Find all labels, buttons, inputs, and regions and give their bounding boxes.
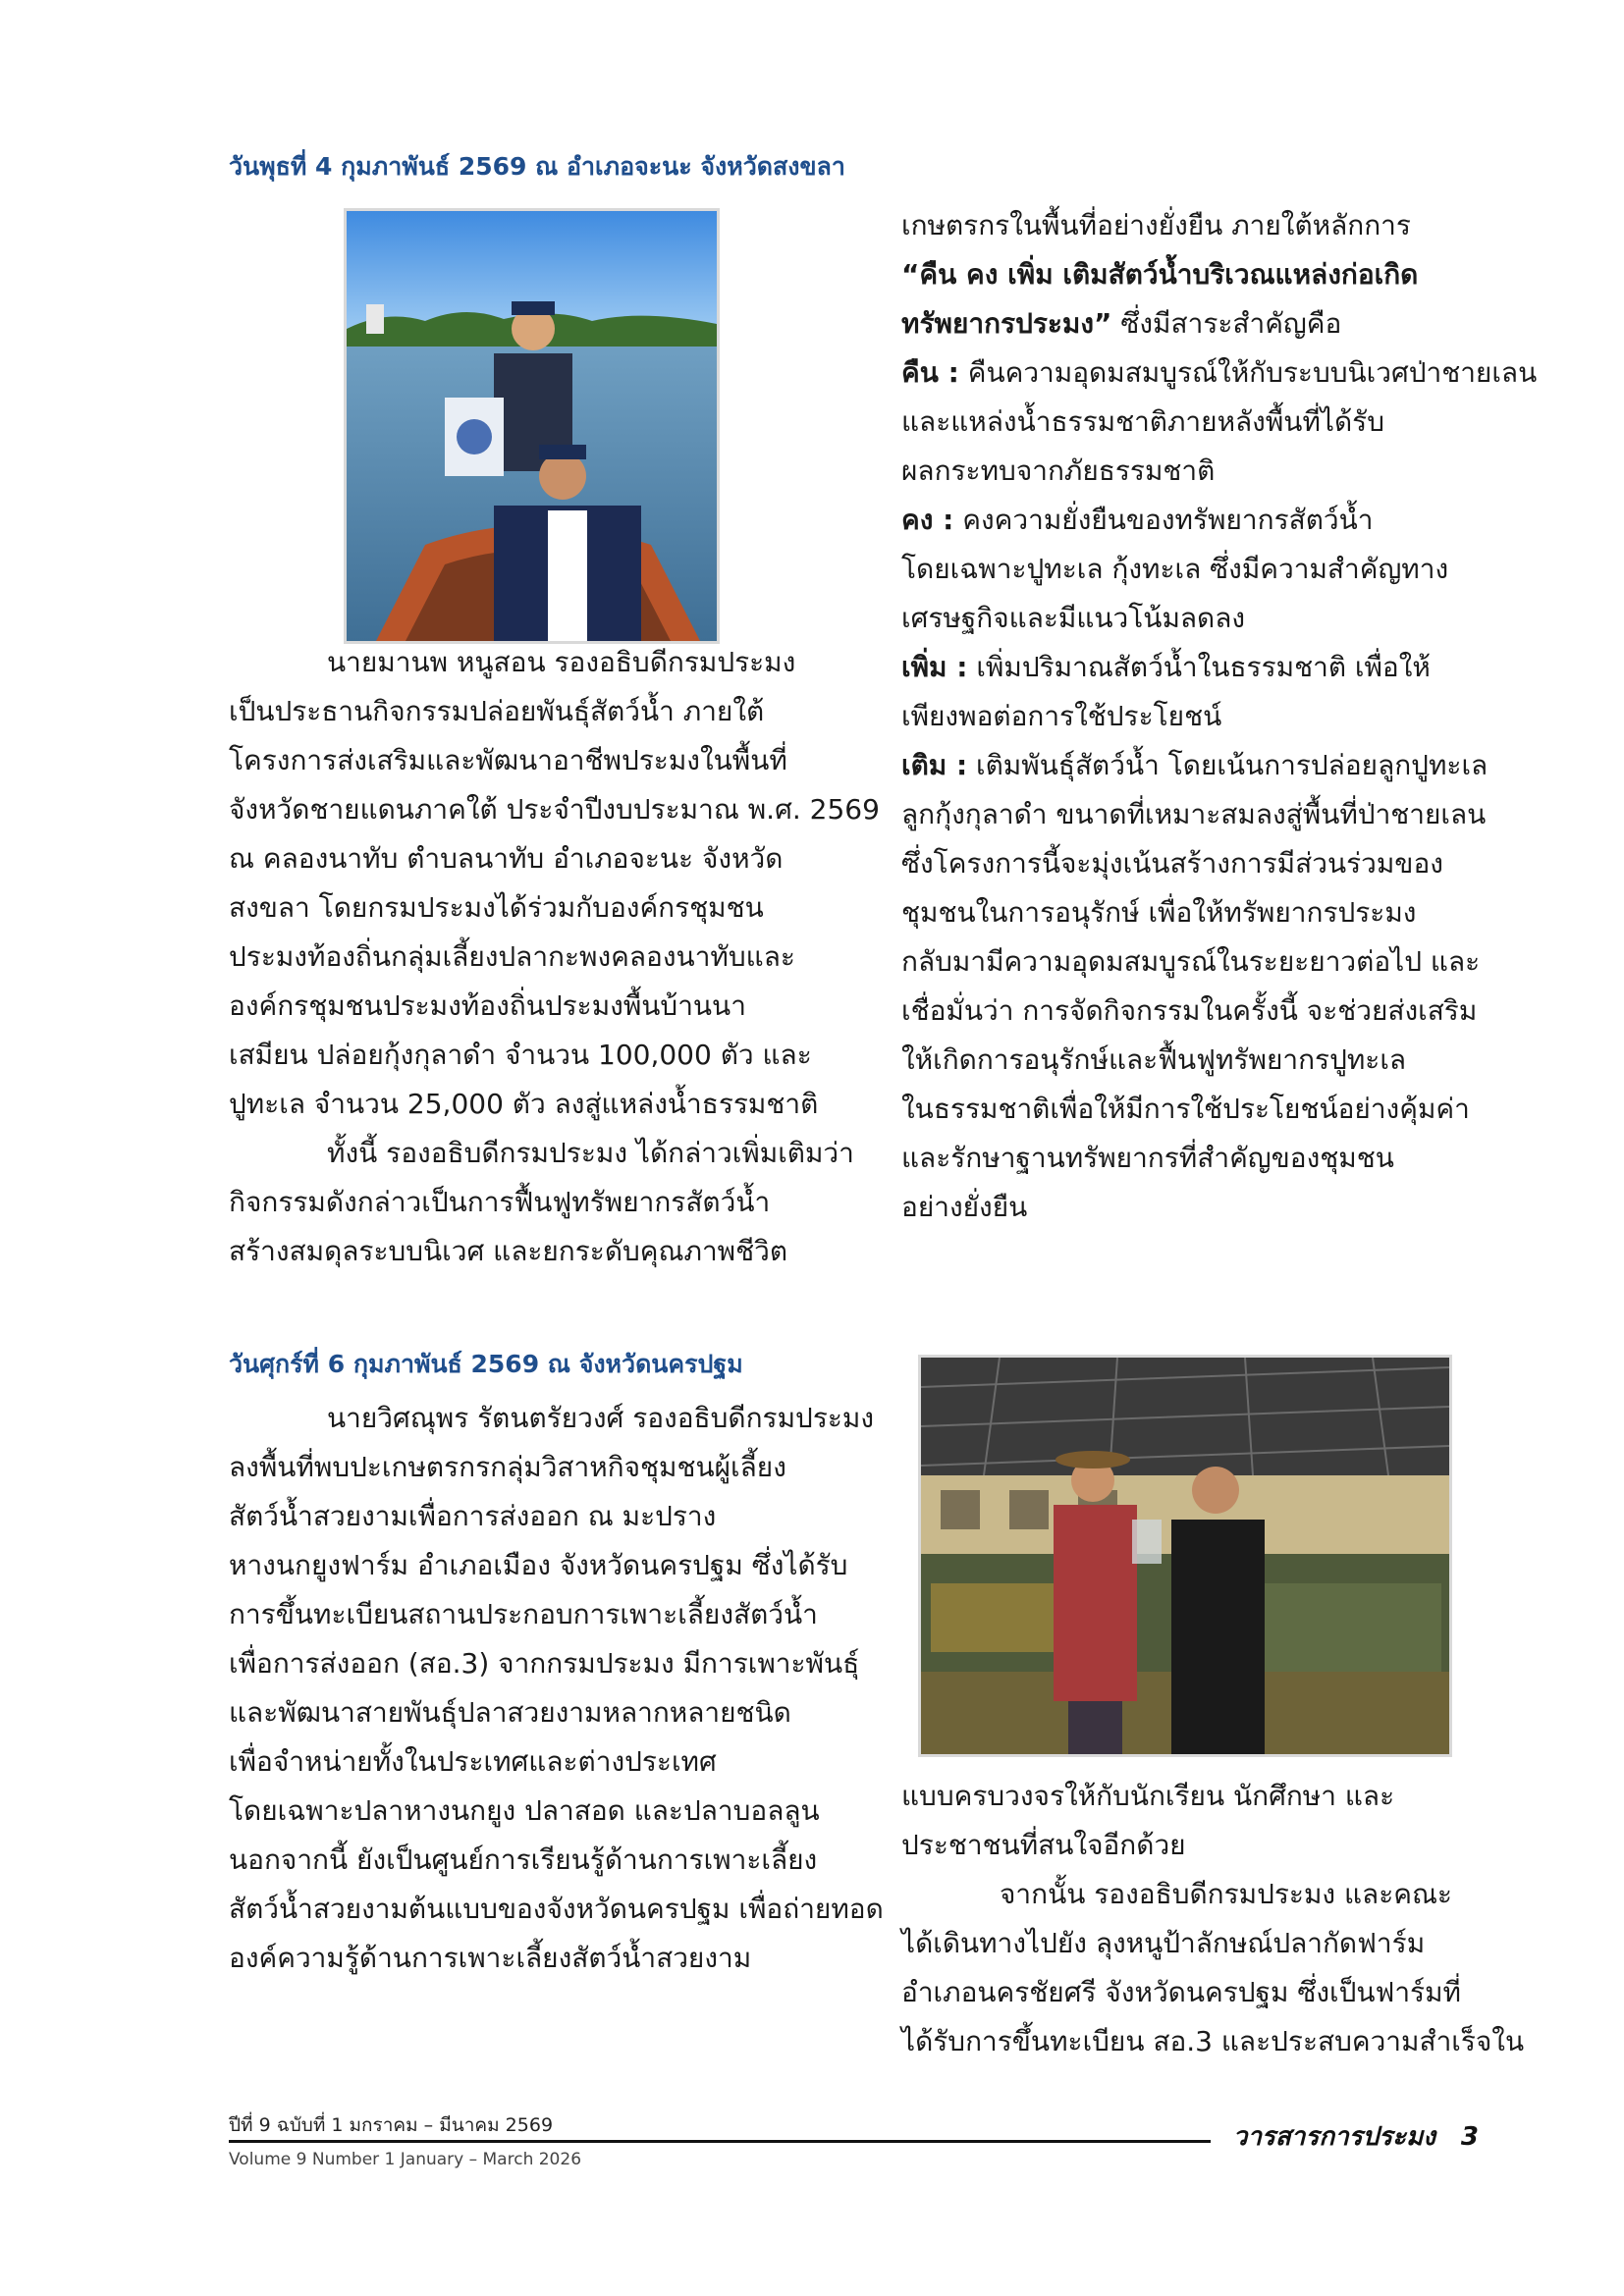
paragraph-line: โดยเฉพาะปลาหางนกยูง ปลาสอด และปลาบอลลูน [229, 1794, 820, 1827]
section2-heading: วันศุกร์ที่ 6 กุมภาพันธ์ 2569 ณ จังหวัดนครปฐม [229, 1350, 743, 1378]
paragraph-line: ให้เกิดการอนุรักษ์และฟื้นฟูทรัพยากรปูทะเล [901, 1043, 1407, 1076]
paragraph-line: ปูทะเล จำนวน 25,000 ตัว ลงสู่แหล่งน้ำธรรมชาติ [229, 1088, 819, 1120]
paragraph-line: และพัฒนาสายพันธุ์ปลาสวยงามหลากหลายชนิด [229, 1696, 791, 1729]
paragraph-line: นายมานพ หนูสอน รองอธิบดีกรมประมง [327, 646, 796, 678]
paragraph-line: เพื่อจำหน่ายทั้งในประเทศและต่างประเทศ [229, 1745, 717, 1778]
kong-text: คงความยั่งยืนของทรัพยากรสัตว์น้ำ [953, 504, 1374, 536]
paragraph-line: กิจกรรมดังกล่าวเป็นการฟื้นฟูทรัพยากรสัตว์น้ำ [229, 1186, 771, 1218]
paragraph-line: ชุมชนในการอนุรักษ์ เพื่อให้ทรัพยากรประมง [901, 896, 1417, 929]
paragraph-line: อำเภอนครชัยศรี จังหวัดนครปฐม ซึ่งเป็นฟาร์มที่ [901, 1976, 1462, 2008]
section2-left-column [229, 1394, 884, 1983]
paragraph-line: นายวิศณุพร รัตนตรัยวงศ์ รองอธิบดีกรมประมง [327, 1402, 875, 1434]
paragraph-line: ลูกกุ้งกุลาดำ ขนาดที่เหมาะสมลงสู่พื้นที่ป่าชายเลน [901, 798, 1487, 830]
paragraph-line: และรักษาฐานทรัพยากรที่สำคัญของชุมชน [901, 1142, 1394, 1174]
paragraph-line: ได้เดินทางไปยัง ลุงหนูป้าลักษณ์ปลากัดฟาร์ม [901, 1927, 1426, 1959]
photo-boat-image [347, 211, 717, 641]
paragraph-line: เศรษฐกิจและมีแนวโน้มลดลง [901, 602, 1246, 634]
quote-bold: ทรัพยากรประมง” [901, 307, 1112, 340]
perm-line [901, 643, 1537, 692]
photo-farm-image [921, 1358, 1449, 1754]
paragraph-line: เพื่อการส่งออก (สอ.3) จากกรมประมง มีการเพาะพันธุ์ [229, 1647, 860, 1680]
paragraph-line: โครงการส่งเสริมและพัฒนาอาชีพประมงในพื้นที่ [229, 744, 787, 776]
principle-quote-line [901, 299, 1537, 348]
paragraph-line: ทั้งนี้ รองอธิบดีกรมประมง ได้กล่าวเพิ่มเติมว่า [327, 1137, 854, 1169]
perm-label: เพิ่ม : [901, 651, 968, 683]
principle-quote-line: “คืน คง เพิ่ม เติมสัตว์น้ำบริเวณแหล่งก่อเกิด [901, 258, 1419, 291]
footer-issue-english: Volume 9 Number 1 January – March 2026 [229, 2150, 582, 2169]
paragraph-line: ผลกระทบจากภัยธรรมชาติ [901, 454, 1216, 487]
paragraph-line: ซึ่งโครงการนี้จะมุ่งเน้นสร้างการมีส่วนร่วมของ [901, 847, 1443, 880]
paragraph-line: หางนกยูงฟาร์ม อำเภอเมือง จังหวัดนครปฐม ซึ่งได้รับ [229, 1549, 848, 1581]
paragraph-line: เกษตรกรในพื้นที่อย่างยั่งยืน ภายใต้หลักการ [901, 209, 1411, 241]
perm-text: เพิ่มปริมาณสัตว์น้ำในธรรมชาติ เพื่อให้ [967, 651, 1431, 683]
section1-right-column [901, 201, 1537, 1232]
paragraph-line: จังหวัดชายแดนภาคใต้ ประจำปีงบประมาณ พ.ศ. 2569 [229, 793, 880, 826]
paragraph-line: เป็นประธานกิจกรรมปล่อยพันธุ์สัตว์น้ำ ภายใต้ [229, 695, 765, 727]
paragraph-line: ได้รับการขึ้นทะเบียน สอ.3 และประสบความสำเร็จใน [901, 2025, 1525, 2057]
footer-rule [229, 2140, 1211, 2143]
paragraph-line: ประมงท้องถิ่นกลุ่มเลี้ยงปลากะพงคลองนาทับและ [229, 940, 795, 973]
paragraph-line: และแหล่งน้ำธรรมชาติภายหลังพื้นที่ได้รับ [901, 405, 1384, 438]
paragraph-line: ในธรรมชาติเพื่อให้มีการใช้ประโยชน์อย่างคุ้มค่า [901, 1093, 1470, 1125]
paragraph-line: เชื่อมั่นว่า การจัดกิจกรรมในครั้งนี้ จะช่วยส่งเสริม [901, 994, 1478, 1027]
term-text: เติมพันธุ์สัตว์น้ำ โดยเน้นการปล่อยลูกปูทะเล [967, 749, 1489, 781]
kuen-line [901, 348, 1537, 398]
kong-label: คง : [901, 504, 954, 536]
photo-boat-release [344, 208, 720, 644]
paragraph-line: การขึ้นทะเบียนสถานประกอบการเพาะเลี้ยงสัตว์น้ำ [229, 1598, 818, 1630]
paragraph-line: สัตว์น้ำสวยงามต้นแบบของจังหวัดนครปฐม เพื่อถ่ายทอด [229, 1893, 884, 1925]
paragraph-line: องค์ความรู้ด้านการเพาะเลี้ยงสัตว์น้ำสวยงาม [229, 1942, 752, 1974]
paragraph-line: สร้างสมดุลระบบนิเวศ และยกระดับคุณภาพชีวิต [229, 1235, 788, 1267]
paragraph-line: สงขลา โดยกรมประมงได้ร่วมกับองค์กรชุมชน [229, 891, 764, 924]
paragraph-line: เพียงพอต่อการใช้ประโยชน์ [901, 700, 1222, 732]
paragraph-line: ณ คลองนาทับ ตำบลนาทับ อำเภอจะนะ จังหวัด [229, 842, 784, 875]
photo-fish-farm [918, 1355, 1452, 1757]
footer-journal [1233, 2116, 1479, 2157]
kuen-label: คืน : [901, 356, 959, 389]
journal-name: วารสารการประมง [1232, 2122, 1435, 2152]
section1-left-column [229, 638, 880, 1276]
quote-tail: ซึ่งมีสาระสำคัญคือ [1111, 307, 1342, 340]
paragraph-line: จากนั้น รองอธิบดีกรมประมง และคณะ [1000, 1878, 1452, 1910]
paragraph-line: อย่างยั่งยืน [901, 1191, 1028, 1223]
paragraph-line: สัตว์น้ำสวยงามเพื่อการส่งออก ณ มะปราง [229, 1500, 717, 1532]
section1-heading: วันพุธที่ 4 กุมภาพันธ์ 2569 ณ อำเภอจะนะ จังหวัดสงขลา [229, 152, 845, 181]
paragraph-line: กลับมามีความอุดมสมบูรณ์ในระยะยาวต่อไป และ [901, 945, 1481, 978]
paragraph-line: ลงพื้นที่พบปะเกษตรกรกลุ่มวิสาหกิจชุมชนผู้เลี้ยง [229, 1451, 786, 1483]
paragraph-line: เสมียน ปล่อยกุ้งกุลาดำ จำนวน 100,000 ตัว และ [229, 1039, 812, 1071]
term-line [901, 741, 1537, 790]
kong-line [901, 496, 1537, 545]
footer-issue-thai: ปีที่ 9 ฉบับที่ 1 มกราคม – มีนาคม 2569 [229, 2114, 554, 2136]
page-number: 3 [1460, 2122, 1479, 2152]
paragraph-line: แบบครบวงจรให้กับนักเรียน นักศึกษา และ [901, 1780, 1395, 1812]
paragraph-line: โดยเฉพาะปูทะเล กุ้งทะเล ซึ่งมีความสำคัญทาง [901, 553, 1449, 585]
section2-right-column [901, 1772, 1524, 2066]
paragraph-line: นอกจากนี้ ยังเป็นศูนย์การเรียนรู้ด้านการเพาะเลี้ยง [229, 1843, 818, 1876]
paragraph-line: องค์กรชุมชนประมงท้องถิ่นประมงพื้นบ้านนา [229, 989, 746, 1022]
kuen-text: คืนความอุดมสมบูรณ์ให้กับระบบนิเวศป่าชายเลน [958, 356, 1538, 389]
paragraph-line: ประชาชนที่สนใจอีกด้วย [901, 1829, 1186, 1861]
term-label: เติม : [901, 749, 968, 781]
